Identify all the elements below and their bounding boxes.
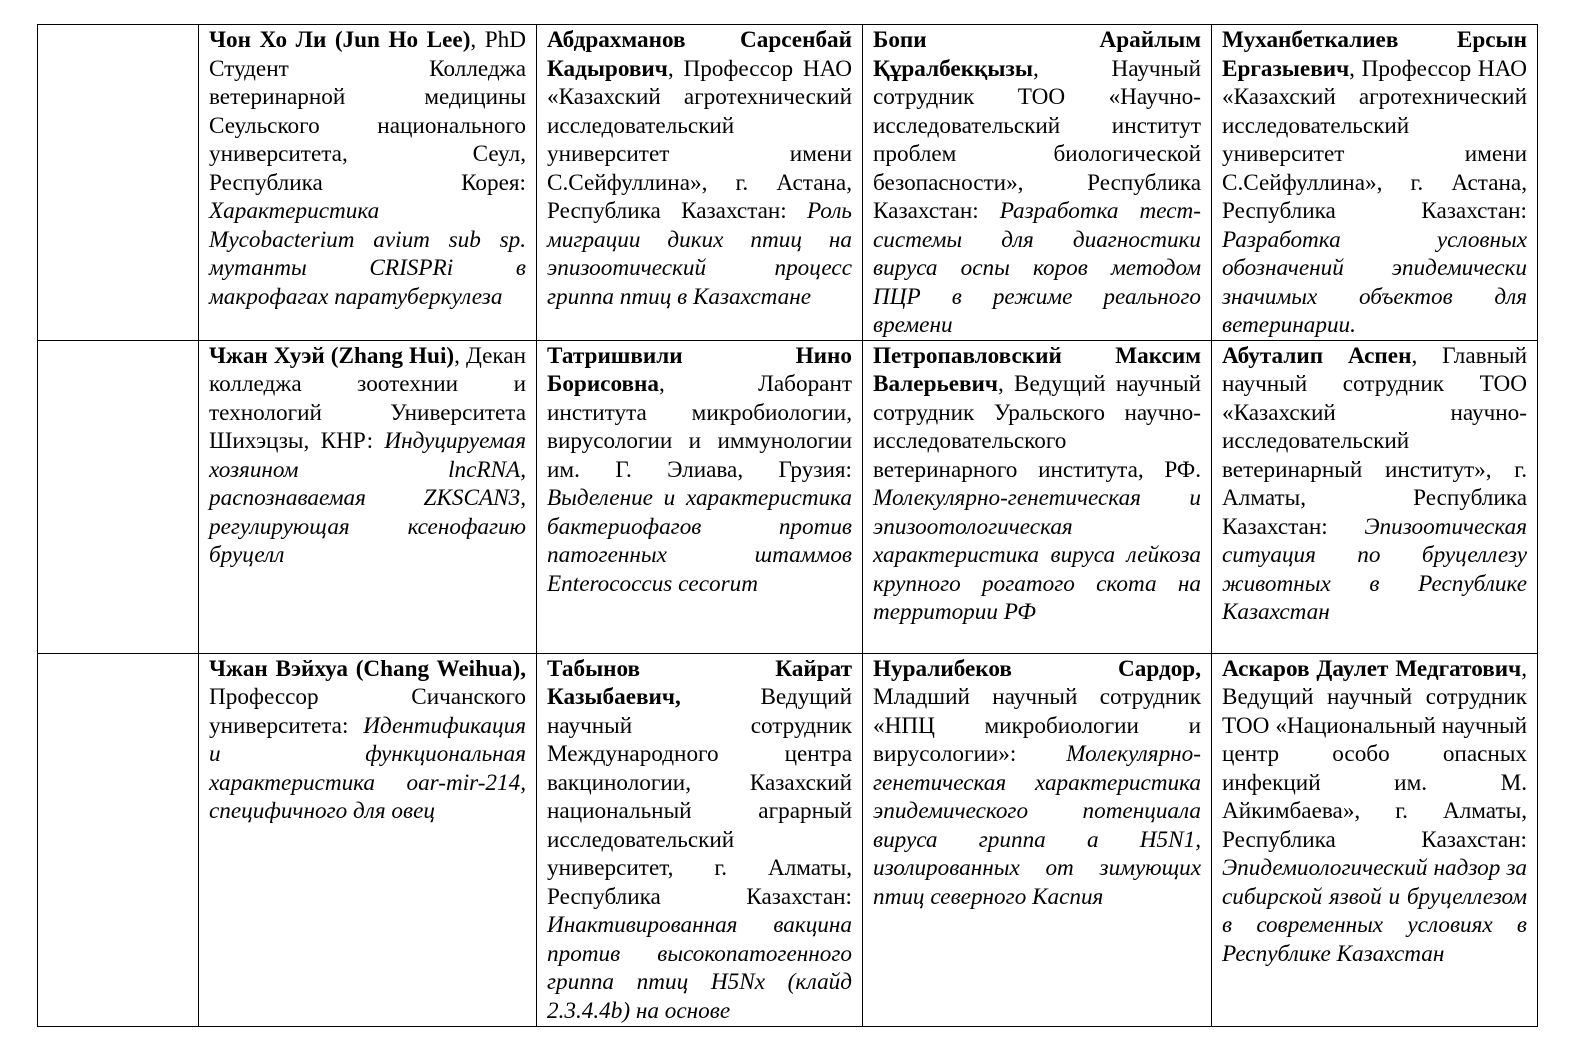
- talk-topic: Характеристика Mycobacterium avium sub sp. мутанты CRISPRi в макрофагах паратуберкулеза: [209, 198, 526, 310]
- table-row: [38, 25, 1538, 341]
- speaker-cell: [863, 25, 1212, 341]
- talk-topic: Эпизоотическая ситуация по бруцеллезу животных в Республике Казахстан: [1222, 513, 1527, 625]
- speaker-cell: [199, 653, 537, 1026]
- speaker-name: Бопи Арайлым Құралбекқызы: [873, 27, 1201, 82]
- talk-topic: Инактивированная вакцина против высокопатогенного гриппа птиц H5Nx (клайд 2.3.4.4b) на основе: [547, 912, 852, 1024]
- talk-topic: Идентификация и функциональная характеристика oar-mir-214, специфичного для овец: [209, 712, 526, 824]
- speaker-affiliation: , Ведущий научный сотрудник Уральского научно-исследовательского ветеринарного института, РФ.: [873, 371, 1201, 483]
- talk-topic: Эпидемиологический надзор за сибирской язвой и бруцеллезом в современных условиях в Республике Казахстан: [1222, 855, 1527, 967]
- speaker-name: Чон Хо Ли (Jun Ho Lee): [209, 27, 471, 53]
- speaker-affiliation: Профессор Сичанского университета:: [209, 684, 526, 739]
- speaker-affiliation: , Главный научный сотрудник ТОО «Казахский научно-исследовательский ветеринарный институт», г. Алматы, Республика Казахстан:: [1222, 342, 1527, 540]
- speaker-name: Муханбеткалиев Ерсын Ергазыевич: [1222, 27, 1527, 82]
- speaker-affiliation: , Ведущий научный сотрудник ТОО «Национальный научный центр особо опасных инфекций им. М. Айкимбаева», г. Алматы, Республика Казахстан:: [1222, 655, 1527, 853]
- speaker-cell: [1212, 653, 1538, 1026]
- speaker-cell: [537, 25, 863, 341]
- speaker-cell: [199, 25, 537, 341]
- speaker-affiliation: , PhD Студент Колледжа ветеринарной медицины Сеульского национального университета, Сеул, Республика Корея:: [209, 27, 526, 196]
- speaker-name: Абуталип Аспен: [1222, 342, 1412, 369]
- speaker-affiliation: , Декан колледжа зоотехнии и технологий Университета Шихэцзы, КНР:: [209, 342, 526, 454]
- speaker-name: Табынов Кайрат Казыбаевич,: [547, 655, 852, 710]
- speaker-cell: [537, 653, 863, 1026]
- table-row: [38, 340, 1538, 653]
- speaker-cell: [863, 340, 1212, 653]
- table-row: [38, 653, 1538, 1026]
- speaker-name: Нуралибеков Сардор,: [873, 655, 1201, 682]
- talk-topic: Индуцируемая хозяином lncRNA, распознаваемая ZKSCAN3, регулирующая ксенофагию бруцелл: [209, 428, 526, 568]
- talk-topic: Разработка условных обозначений эпидемически значимых объектов для ветеринарии.: [1222, 226, 1527, 338]
- speaker-affiliation: , Профессор НАО «Казахский агротехнический исследовательский университет имени С.Сейфуллина», г. Астана, Республика Казахстан:: [1222, 55, 1527, 224]
- speaker-cell: [537, 340, 863, 653]
- speaker-cell: [1212, 340, 1538, 653]
- speaker-name: Аскаров Даулет Медгатович: [1222, 655, 1522, 682]
- speaker-name: Чжан Вэйхуа (Chang Weihua),: [209, 655, 526, 682]
- empty-cell: [38, 340, 199, 653]
- speaker-affiliation: , Лаборант института микробиологии, вирусологии и иммунологии им. Г. Элиава, Грузия:: [547, 371, 852, 483]
- speaker-cell: [1212, 25, 1538, 341]
- speaker-name: Татришвили Нино Борисовна: [547, 342, 852, 397]
- speakers-table: [37, 24, 1538, 1027]
- talk-topic: Разработка тест-системы для диагностики вируса оспы коров методом ПЦР в режиме реального времени: [873, 198, 1201, 338]
- talk-topic: Молекулярно-генетическая характеристика эпидемического потенциала вируса гриппа а H5N1, изолированных от зимующих птиц северного Каспия: [873, 741, 1201, 910]
- speaker-name: Петропавловский Максим Валерьевич: [873, 342, 1201, 397]
- speaker-cell: [199, 340, 537, 653]
- empty-cell: [38, 25, 199, 341]
- talk-topic: Молекулярно-генетическая и эпизоотологическая характеристика вируса лейкоза крупного рогатого скота на территории РФ: [873, 485, 1201, 625]
- speaker-cell: [863, 653, 1212, 1026]
- talk-topic: Выделение и характеристика бактериофагов против патогенных штаммов Enterococcus cecorum: [547, 485, 852, 597]
- speaker-name: Чжан Хуэй (Zhang Hui): [209, 342, 455, 369]
- empty-cell: [38, 653, 199, 1026]
- talk-topic: Роль миграции диких птиц на эпизоотический процесс гриппа птиц в Казахстане: [547, 198, 852, 310]
- speaker-affiliation: Младший научный сотрудник «НПЦ микробиологии и вирусологии»:: [873, 684, 1201, 767]
- speaker-affiliation: , Профессор НАО «Казахский агротехнический исследовательский университет имени С.Сейфуллина», г. Астана, Республика Казахстан:: [547, 55, 852, 224]
- speaker-affiliation: Ведущий научный сотрудник Международного центра вакцинологии, Казахский национальный аграрный исследовательский университет, г. Алматы, Республика Казахстан:: [547, 684, 852, 910]
- speaker-affiliation: , Научный сотрудник ТОО «Научно-исследовательский институт проблем биологической безопасности», Республика Казахстан:: [873, 55, 1201, 224]
- speaker-name: Абдрахманов Сарсенбай Кадырович: [547, 27, 852, 82]
